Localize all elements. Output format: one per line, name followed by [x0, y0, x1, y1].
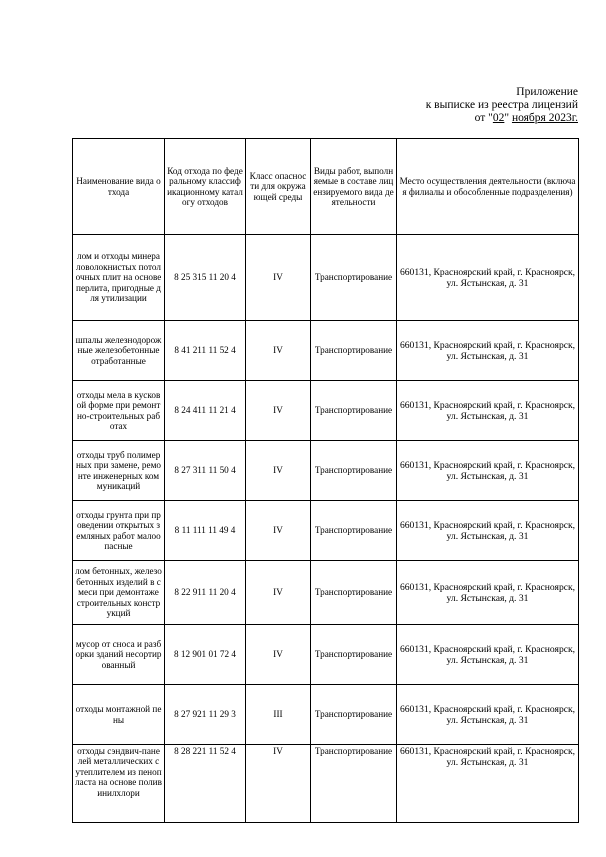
waste-name: отходы грунта при проведении открытых земляных работ малоопасные	[73, 501, 165, 561]
work-type: Транспортирование	[311, 561, 397, 625]
waste-name: отходы мела в кусковой форме при ремонтно-строительных работах	[73, 381, 165, 441]
table-row	[73, 685, 579, 745]
work-type: Транспортирование	[311, 625, 397, 685]
col-header-hazard-class: Класс опасности для окружающей среды	[246, 139, 311, 235]
hazard-class: III	[246, 685, 311, 745]
waste-name: лом и отходы минераловолокнистых потолочных плит на основе перлита, пригодные для утилизации	[73, 235, 165, 321]
waste-code: 8 28 221 11 52 4	[165, 745, 246, 823]
hazard-class: IV	[246, 235, 311, 321]
hazard-class: IV	[246, 381, 311, 441]
place: 660131, Красноярский край, г. Красноярск, ул. Ястынская, д. 31	[397, 625, 579, 685]
table-row	[73, 625, 579, 685]
place: 660131, Красноярский край, г. Красноярск, ул. Ястынская, д. 31	[397, 685, 579, 745]
table-row	[73, 381, 579, 441]
date-prefix: от "	[474, 112, 493, 124]
col-header-work-type: Виды работ, выполняемые в составе лицензируемого вида деятельности	[311, 139, 397, 235]
waste-code: 8 27 311 11 50 4	[165, 441, 246, 501]
table-row	[73, 745, 579, 823]
waste-table	[72, 138, 579, 823]
work-type: Транспортирование	[311, 321, 397, 381]
place: 660131, Красноярский край, г. Красноярск, ул. Ястынская, д. 31	[397, 745, 579, 823]
hazard-class: IV	[246, 501, 311, 561]
col-header-waste-code: Код отхода по федеральному классификационному каталогу отходов	[165, 139, 246, 235]
table-row	[73, 501, 579, 561]
place: 660131, Красноярский край, г. Красноярск, ул. Ястынская, д. 31	[397, 235, 579, 321]
date-month-year: ноября 2023г.	[511, 112, 578, 124]
work-type: Транспортирование	[311, 501, 397, 561]
table-row	[73, 321, 579, 381]
work-type: Транспортирование	[311, 685, 397, 745]
waste-name: лом бетонных, железобетонных изделий в смеси при демонтаже строительных конструкций	[73, 561, 165, 625]
place: 660131, Красноярский край, г. Красноярск, ул. Ястынская, д. 31	[397, 501, 579, 561]
col-header-waste-name: Наименование вида отхода	[73, 139, 165, 235]
waste-code: 8 41 211 11 52 4	[165, 321, 246, 381]
hazard-class: IV	[246, 441, 311, 501]
appendix-date	[426, 112, 578, 125]
hazard-class: IV	[246, 745, 311, 823]
table-row	[73, 235, 579, 321]
place: 660131, Красноярский край, г. Красноярск, ул. Ястынская, д. 31	[397, 561, 579, 625]
waste-code: 8 11 111 11 49 4	[165, 501, 246, 561]
date-mid: "	[504, 112, 512, 124]
work-type: Транспортирование	[311, 745, 397, 823]
table-row	[73, 441, 579, 501]
hazard-class: IV	[246, 561, 311, 625]
place: 660131, Красноярский край, г. Красноярск, ул. Ястынская, д. 31	[397, 441, 579, 501]
waste-name: отходы сэндвич-панелей металлических с утеплителем из пенопласта на основе поливинилхлори	[73, 745, 165, 823]
hazard-class: IV	[246, 321, 311, 381]
waste-code: 8 22 911 11 20 4	[165, 561, 246, 625]
work-type: Транспортирование	[311, 235, 397, 321]
date-day: 02	[492, 112, 505, 124]
table-row	[73, 561, 579, 625]
place: 660131, Красноярский край, г. Красноярск, ул. Ястынская, д. 31	[397, 321, 579, 381]
place: 660131, Красноярский край, г. Красноярск, ул. Ястынская, д. 31	[397, 381, 579, 441]
appendix-header	[426, 86, 578, 125]
table-header-row	[73, 139, 579, 235]
waste-code: 8 12 901 01 72 4	[165, 625, 246, 685]
work-type: Транспортирование	[311, 381, 397, 441]
waste-code: 8 24 411 11 21 4	[165, 381, 246, 441]
col-header-place: Место осуществления деятельности (включая филиалы и обособленные подразделения)	[397, 139, 579, 235]
waste-name: отходы монтажной пены	[73, 685, 165, 745]
waste-name: отходы труб полимерных при замене, ремонте инженерных коммуникаций	[73, 441, 165, 501]
waste-name: мусор от сноса и разборки зданий несортированный	[73, 625, 165, 685]
hazard-class: IV	[246, 625, 311, 685]
appendix-subtitle: к выписке из реестра лицензий	[425, 99, 578, 111]
waste-code: 8 27 921 11 29 3	[165, 685, 246, 745]
waste-name: шпалы железнодорожные железобетонные отработанные	[73, 321, 165, 381]
waste-code: 8 25 315 11 20 4	[165, 235, 246, 321]
appendix-title: Приложение	[516, 86, 578, 98]
work-type: Транспортирование	[311, 441, 397, 501]
